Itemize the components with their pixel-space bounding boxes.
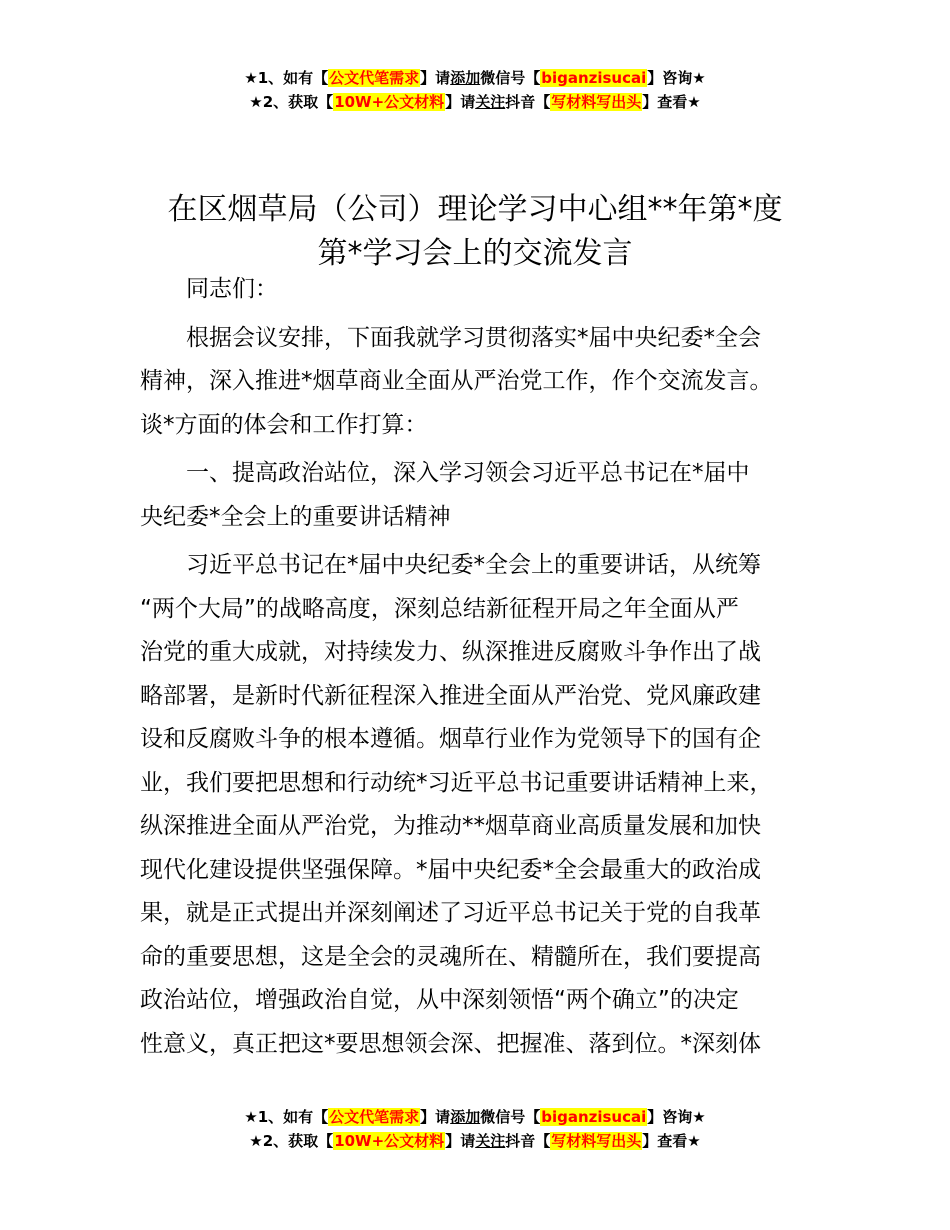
banner-line-2: ★2、获取【10W+公文材料】请关注抖音【写材料写出头】查看★: [249, 93, 701, 111]
highlight-douyin: 写材料写出头: [551, 93, 642, 111]
document-title: 在区烟草局（公司）理论学习中心组**年第*度 第*学习会上的交流发言: [167, 192, 783, 272]
footer-banner: [0, 1105, 950, 1153]
banner-line-1: ★1、如有【公文代笔需求】请添加微信号【biganzisucai】咨询★: [244, 69, 706, 87]
banner-line-2: ★2、获取【10W+公文材料】请关注抖音【写材料写出头】查看★: [249, 1132, 701, 1150]
document-body: [140, 268, 830, 1066]
highlight-materials: 10W+公文材料: [334, 1132, 445, 1150]
paragraph-main: 习近平总书记在*届中央纪委*全会上的重要讲话，从统筹 “两个大局”的战略高度，深刻总结新征程开局之年全面从严 治党的重大成就，对持续发力、纵深推进反腐败斗争作出了战 略部署，是新时代新征程深入推进全面从严治党、党风廉政建 设和反腐败斗争的根本遵循。烟草行业作为党领导下的国有企 业，我们要把思想和行动统*习近平总书记重要讲话精神上来， 纵深推进全面从严治党，为推动**烟草商业高质量发展和加快 现代化建设提供坚强保障。*届中央纪委*全会最重大的政治成 果，就是正式提出并深刻阐述了习近平总书记关于党的自我革 命的重要思想，这是全会的灵魂所在、精髓所在，我们要提高 政治站位，增强政治自觉，从中深刻领悟“两个确立”的决定 性意义，真正把这*要思想领会深、把握准、落到位。*深刻体: [140, 552, 773, 1057]
banner-line-1: ★1、如有【公文代笔需求】请添加微信号【biganzisucai】咨询★: [244, 1108, 706, 1126]
highlight-service: 公文代笔需求: [329, 1108, 420, 1126]
header-banner: [0, 66, 950, 114]
highlight-materials: 10W+公文材料: [334, 93, 445, 111]
highlight-wechat-id: biganzisucai: [541, 1108, 647, 1126]
greeting: 同志们：: [140, 276, 278, 302]
highlight-service: 公文代笔需求: [329, 69, 420, 87]
highlight-douyin: 写材料写出头: [551, 1132, 642, 1150]
highlight-wechat-id: biganzisucai: [541, 69, 647, 87]
paragraph-intro: 根据会议安排，下面我就学习贯彻落实*届中央纪委*全会 精神，深入推进*烟草商业全面从严治党工作，作个交流发言。 谈*方面的体会和工作打算：: [140, 324, 773, 438]
section-heading-1: 一、提高政治站位，深入学习领会习近平总书记在*届中 央纪委*全会上的重要讲话精神: [140, 460, 750, 530]
